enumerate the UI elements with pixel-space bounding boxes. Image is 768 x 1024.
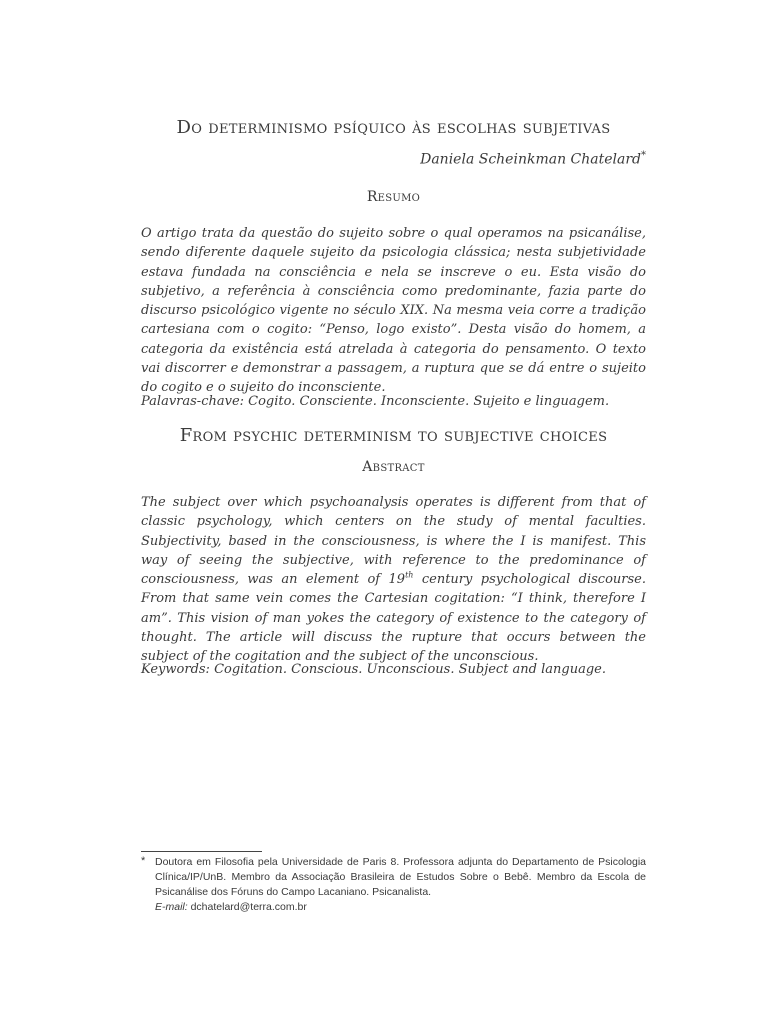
keywords: Keywords: Cogitation. Conscious. Unconscious. Subject and language. (141, 662, 607, 677)
footnote-body (155, 855, 646, 915)
footnote-divider (141, 851, 262, 852)
author-name: Daniela Scheinkman Chatelard (420, 151, 641, 168)
ordinal-suffix: th (405, 570, 414, 580)
author-footnote (141, 855, 646, 915)
resumo-heading: Resumo (366, 189, 421, 205)
paper-page (141, 0, 646, 1024)
resumo-text: O artigo trata da questão do sujeito sobre o qual operamos na psicanálise, sendo diferente daquele sujeito da psicologia clássica; nesta subjetividade estava fundada na consciência e nela se inscreve o eu. Esta visão do subjetivo, a referência à consciência como predominante, fazia parte do discurso psicológico vigente no século XIX. Na mesma veia corre a tradição cartesiana com o cogito: “Penso, logo existo”. Desta visão do homem, a categoria da existência está atrelada à categoria do pensamento. O texto vai discorrer e demonstrar a passagem, a ruptura que se dá entre o sujeito do cogito e o sujeito do inconsciente. (141, 226, 646, 396)
email-label: E-mail: (155, 901, 188, 913)
abstract-text-part1: The subject over which psychoanalysis operates is different from that of classic psychology, which centers on the study of mental faculties. Subjectivity, based in the consciousness, is where the I is manifest. This way of seeing the subjective, with reference to the predominance of consciousness, was an element of 19 (141, 495, 646, 588)
footnote-text: Doutora em Filosofia pela Universidade de Paris 8. Professora adjunta do Departamento de Psicologia Clínica/IP/UnB. Membro da Associação Brasileira de Estudos Sobre o Bebê. Membro da Escola de Psicanálise dos Fóruns do Campo Lacaniano. Psicanalista. (155, 856, 646, 898)
english-title: From psychic determinism to subjective choices (179, 425, 608, 446)
abstract-text-part2: century psychological discourse. From that same vein comes the Cartesian cogitation: “I think, therefore I am”. This vision of man yokes the category of existence to the category of thought. The article will discuss the rupture that occurs between the subject of the cogitation and the subject of the unconscious. (141, 572, 646, 665)
author-line (420, 150, 646, 168)
email-address: dchatelard@terra.com.br (190, 901, 307, 913)
portuguese-title: Do determinismo psíquico às escolhas subjetivas (176, 117, 611, 138)
footnote-marker: * (141, 855, 146, 867)
author-footnote-marker: * (641, 150, 646, 161)
abstract-text (141, 493, 646, 667)
abstract-heading: Abstract (362, 459, 425, 475)
palavras-chave: Palavras-chave: Cogito. Consciente. Inconsciente. Sujeito e linguagem. (141, 394, 610, 409)
